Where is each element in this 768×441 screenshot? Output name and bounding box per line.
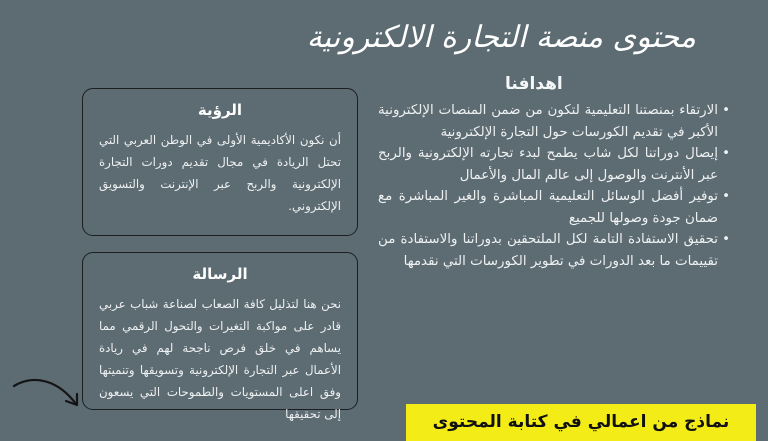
vision-text: أن نكون الأكاديمية الأولى في الوطن العربي التي تحتل الريادة في مجال تقديم دورات التجارة الإلكترونية والربح عبر الإنترنت والتسويق الإلكتروني. (99, 133, 341, 213)
vision-title: الرؤية (197, 101, 243, 119)
goal-item: • الارتقاء بمنصتنا التعليمية لتكون من ضمن المنصات الإلكترونية الأكبر في تقديم الكورسات حول التجارة الإلكترونية (378, 100, 730, 143)
goal-item: • تحقيق الاستفادة التامة لكل الملتحقين بدوراتنا والاستفادة من تقييمات ما بعد الدورات في تطوير الكورسات التي نقدمها (378, 229, 730, 272)
curved-arrow-icon (8, 372, 86, 412)
mission-text: نحن هنا لتذليل كافة الصعاب لصناعة شباب عربي قادر على مواكبة التغيرات والتحول الرقمي مما يساهم في خلق فرص ناجحة لهم في ريادة الأعمال عبر التجارة الإلكترونية وتسويقها وتنميتها وفق اعلى المستويات والطموحات التي يسعون إلى تحقيقها (99, 297, 341, 421)
mission-card (82, 252, 358, 421)
mission-title: الرسالة (192, 265, 248, 283)
goals-heading: اهدافنا (505, 74, 563, 94)
page-title: محتوى منصة التجارة الالكترونية (306, 20, 696, 55)
portfolio-banner: نماذج من اعمالي في كتابة المحتوى (406, 404, 756, 441)
goals-list (378, 100, 730, 272)
vision-card (82, 88, 358, 236)
goal-item: • توفير أفضل الوسائل التعليمية المباشرة والغير المباشرة مع ضمان جودة وصولها للجميع (378, 186, 730, 229)
goal-item: • إيصال دوراتنا لكل شاب يطمح لبدء تجارته الإلكترونية والربح عبر الأنترنت والوصول إلى عالم المال والأعمال (378, 143, 730, 186)
